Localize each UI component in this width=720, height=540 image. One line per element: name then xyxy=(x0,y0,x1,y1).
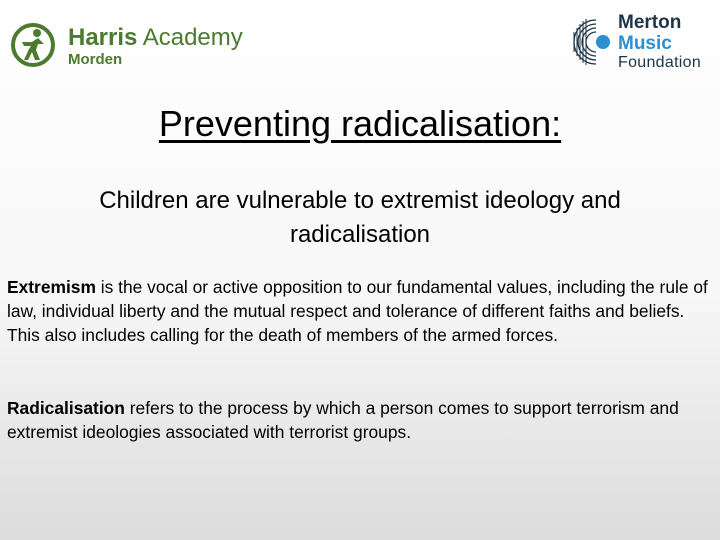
merton-line-3: Foundation xyxy=(618,54,702,71)
radicalisation-text: refers to the process by which a person comes to support terrorism and extremist ideologies associated with terrorist groups. xyxy=(7,398,679,442)
subtitle-line-2: radicalisation xyxy=(289,221,431,248)
slide-title: Preventing radicalisation: xyxy=(158,103,562,144)
extremism-text: is the vocal or active opposition to our fundamental values, including the rule of law, individual liberty and the mutual respect and tolerance of different faiths and beliefs. This also includes calling for the death of members of the armed forces. xyxy=(7,277,708,345)
slide-subtitle xyxy=(20,184,700,252)
merton-music-foundation-logo xyxy=(566,12,714,72)
term-radicalisation: Radicalisation xyxy=(7,398,125,418)
term-extremism: Extremism xyxy=(7,277,96,297)
harris-figure-icon xyxy=(10,22,56,68)
radicalisation-definition xyxy=(7,396,715,444)
merton-line-1: Merton xyxy=(618,12,682,33)
extremism-definition xyxy=(7,275,715,347)
harris-academy-logo xyxy=(10,18,250,70)
merton-line-2: Music xyxy=(618,33,672,54)
harris-name: Harris Academy xyxy=(68,24,243,51)
subtitle-line-1: Children are vulnerable to extremist ideology and xyxy=(99,187,621,214)
sound-rings-icon xyxy=(566,12,618,72)
harris-campus: Morden xyxy=(68,51,123,68)
